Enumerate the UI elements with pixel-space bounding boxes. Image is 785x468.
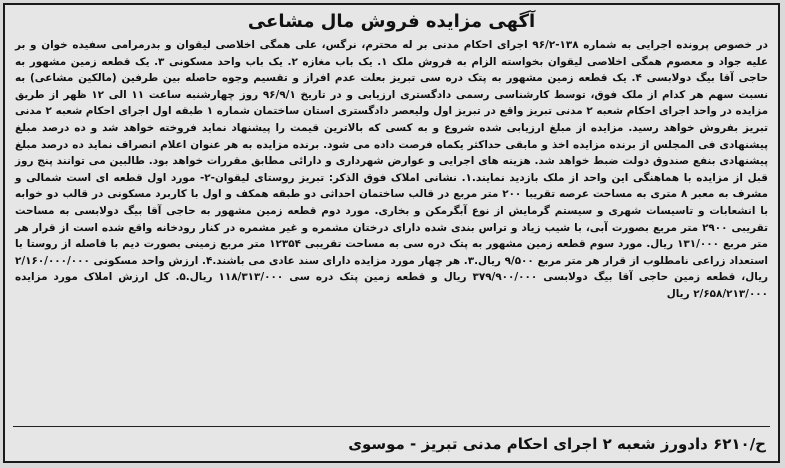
auction-notice: [3, 3, 780, 463]
notice-title: آگهی مزایده فروش مال مشاعی: [247, 11, 536, 32]
notice-signature: ح/۶۲۱۰ دادورز شعبه ۲ اجرای احکام مدنی تبریز - موسوی: [348, 435, 766, 453]
notice-body: در خصوص پرونده اجرایی به شماره ۱۳۸-۹۶/۲ اجرای احکام مدنی بر له محترم، نرگس، علی همگی اخلاصی لیقوان و بدرمرامی سفیده خوان و بر علیه جواد و معصوم همگی اخلاصی لیقوان بخواسته الزام به فروش ملک ۱. یک باب مغازه ۲. یک باب واحد مسکونی ۳. یک قطعه زمین مشهور به حاجی آقا بیگ دولابسی ۴. یک قطعه زمین مشهور به پتک دره سی تبریز بعلت عدم افراز و تقسیم وجوه حاصله بین طرفین (مالکین مشاعی) به نسبت سهم هر کدام از ملک فوق، توسط کارشناسی رسمی دادگستری ارزیابی و در تاریخ ۹۶/۹/۱ روز چهارشنبه ساعت ۱۱ الی ۱۲ ظهر از طریق مزایده در واحد اجرای احکام شعبه ۲ مدنی تبریز واقع در تبریز اول ولیعصر دادگستری استان ساختمان شماره ۱ طبقه اول اجرای احکام شعبه ۲ مدنی تبریز بفروش خواهد رسید. مزایده از مبلغ ارزیابی شده شروع و به کسی که بالاترین قیمت را پیشنهاد نماید فروخته خواهد شد و ده درصد مبلغ پیشنهادی فی المجلس از برنده مزایده اخذ و مابقی حداکثر یکماه فرصت داده می شود. برنده مزایده به هر عنوان اعلام انصراف نماید ده درصد مبلغ پیشنهادی بنفع صندوق دولت ضبط خواهد شد. هزینه های اجرایی و عوارض شهرداری و دارائی مطابق مقررات خواهد بود. طالبین می توانند پنج روز قبل از مزایده با هماهنگی این واحد از ملک بازدید نمایند.۱. نشانی املاک فوق الذکر: تبریز روستای لیقوان-۲- مورد اول قطعه ای است شمالی و مشرف به معبر ۸ متری به مساحت عرصه تقریبا ۲۰۰ متر مربع در قالب ساختمان احداثی دو طبقه همکف و اول با کاربرد مسکونی در قالب دو خوابه با انشعابات و تاسیسات شهری و سیستم گرمایش از نوع آبگرمکن و بخاری. مورد دوم قطعه زمین مشهور به حاجی آقا بیگ دولابسی به مساحت تقریبی ۲۹۰۰ متر مربع بصورت آبی، با شیب زیاد و تراس بندی شده دارای درختان مشمره و غیر مشمره در کنار رودخانه واقع شده است از قرار هر متر مربع ۱۳۱/۰۰۰ ریال. مورد سوم قطعه زمین مشهور به پتک دره سی به مساحت تقریبی ۱۲۳۵۴ متر مربع زمینی بصورت دیم با فاصله از روستا با استعداد زراعی نامطلوب از قرار هر متر مربع ۹/۵۰۰ ریال.۳. هر چهار مورد مزایده دارای سند عادی می باشند.۴. ارزش واحد مسکونی ۲/۱۶۰/۰۰۰/۰۰۰ ریال، قطعه زمین حاجی آقا بیگ دولابسی ۳۷۹/۹۰۰/۰۰۰ ریال و قطعه زمین پتک دره سی ۱۱۸/۳۱۳/۰۰۰ ریال.۵. کل ارزش املاک مورد مزایده ۲/۶۵۸/۲۱۳/۰۰۰ ریال: [15, 39, 768, 300]
footer-divider: [13, 426, 770, 427]
